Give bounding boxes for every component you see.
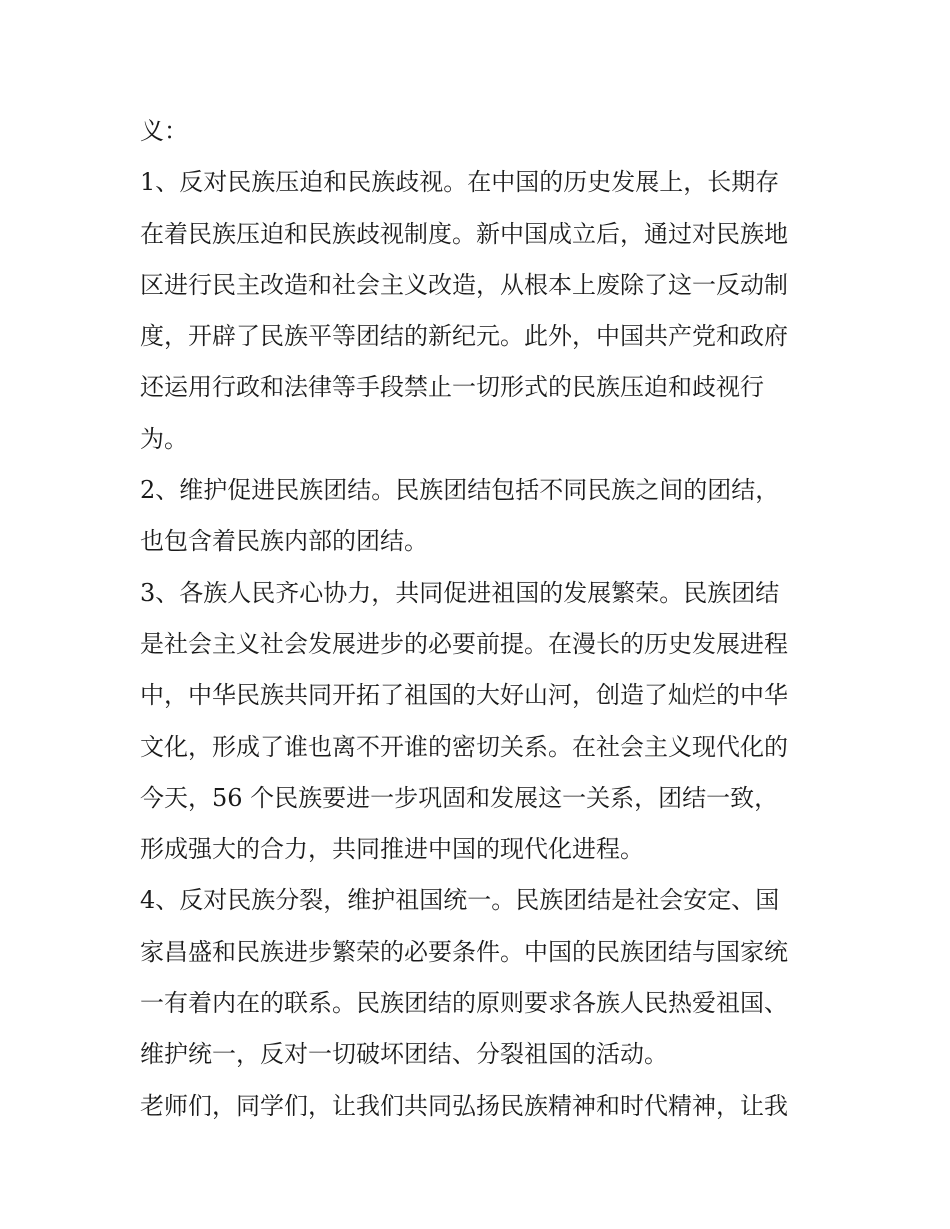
text-line: 今天，56 个民族要进一步巩固和发展这一关系，团结一致，	[140, 783, 779, 812]
text-line: 家昌盛和民族进步繁荣的必要条件。中国的民族团结与国家统	[140, 937, 788, 966]
text-line: 度，开辟了民族平等团结的新纪元。此外，中国共产党和政府	[140, 322, 788, 351]
text-line: 为。	[140, 424, 188, 453]
text-line: 2、维护促进民族团结。民族团结包括不同民族之间的团结，	[140, 476, 780, 505]
text-line: 1、反对民族压迫和民族歧视。在中国的历史发展上，长期存	[140, 168, 780, 197]
text-line: 一有着内在的联系。民族团结的原则要求各族人民热爱祖国、	[140, 989, 788, 1018]
text-line: 义：	[140, 117, 188, 145]
text-line: 4、反对民族分裂，维护祖国统一。民族团结是社会安定、国	[140, 886, 780, 915]
text-line: 是社会主义社会发展进步的必要前提。在漫长的历史发展进程	[140, 629, 788, 658]
text-line: 区进行民主改造和社会主义改造，从根本上废除了这一反动制	[140, 270, 788, 299]
text-line: 3、各族人民齐心协力，共同促进祖国的发展繁荣。民族团结	[140, 578, 780, 607]
text-line: 还运用行政和法律等手段禁止一切形式的民族压迫和歧视行	[140, 373, 764, 402]
text-line: 老师们，同学们，让我们共同弘扬民族精神和时代精神，让我	[140, 1091, 788, 1120]
text-line: 也包含着民族内部的团结。	[140, 527, 428, 556]
text-line: 中，中华民族共同开拓了祖国的大好山河，创造了灿烂的中华	[140, 681, 788, 710]
text-line: 在着民族压迫和民族歧视制度。新中国成立后，通过对民族地	[140, 219, 788, 248]
body-text	[140, 106, 830, 1132]
text-line: 文化，形成了谁也离不开谁的密切关系。在社会主义现代化的	[140, 732, 788, 761]
text-line: 维护统一，反对一切破坏团结、分裂祖国的活动。	[140, 1040, 668, 1069]
text-line: 形成强大的合力，共同推进中国的现代化进程。	[140, 835, 644, 864]
